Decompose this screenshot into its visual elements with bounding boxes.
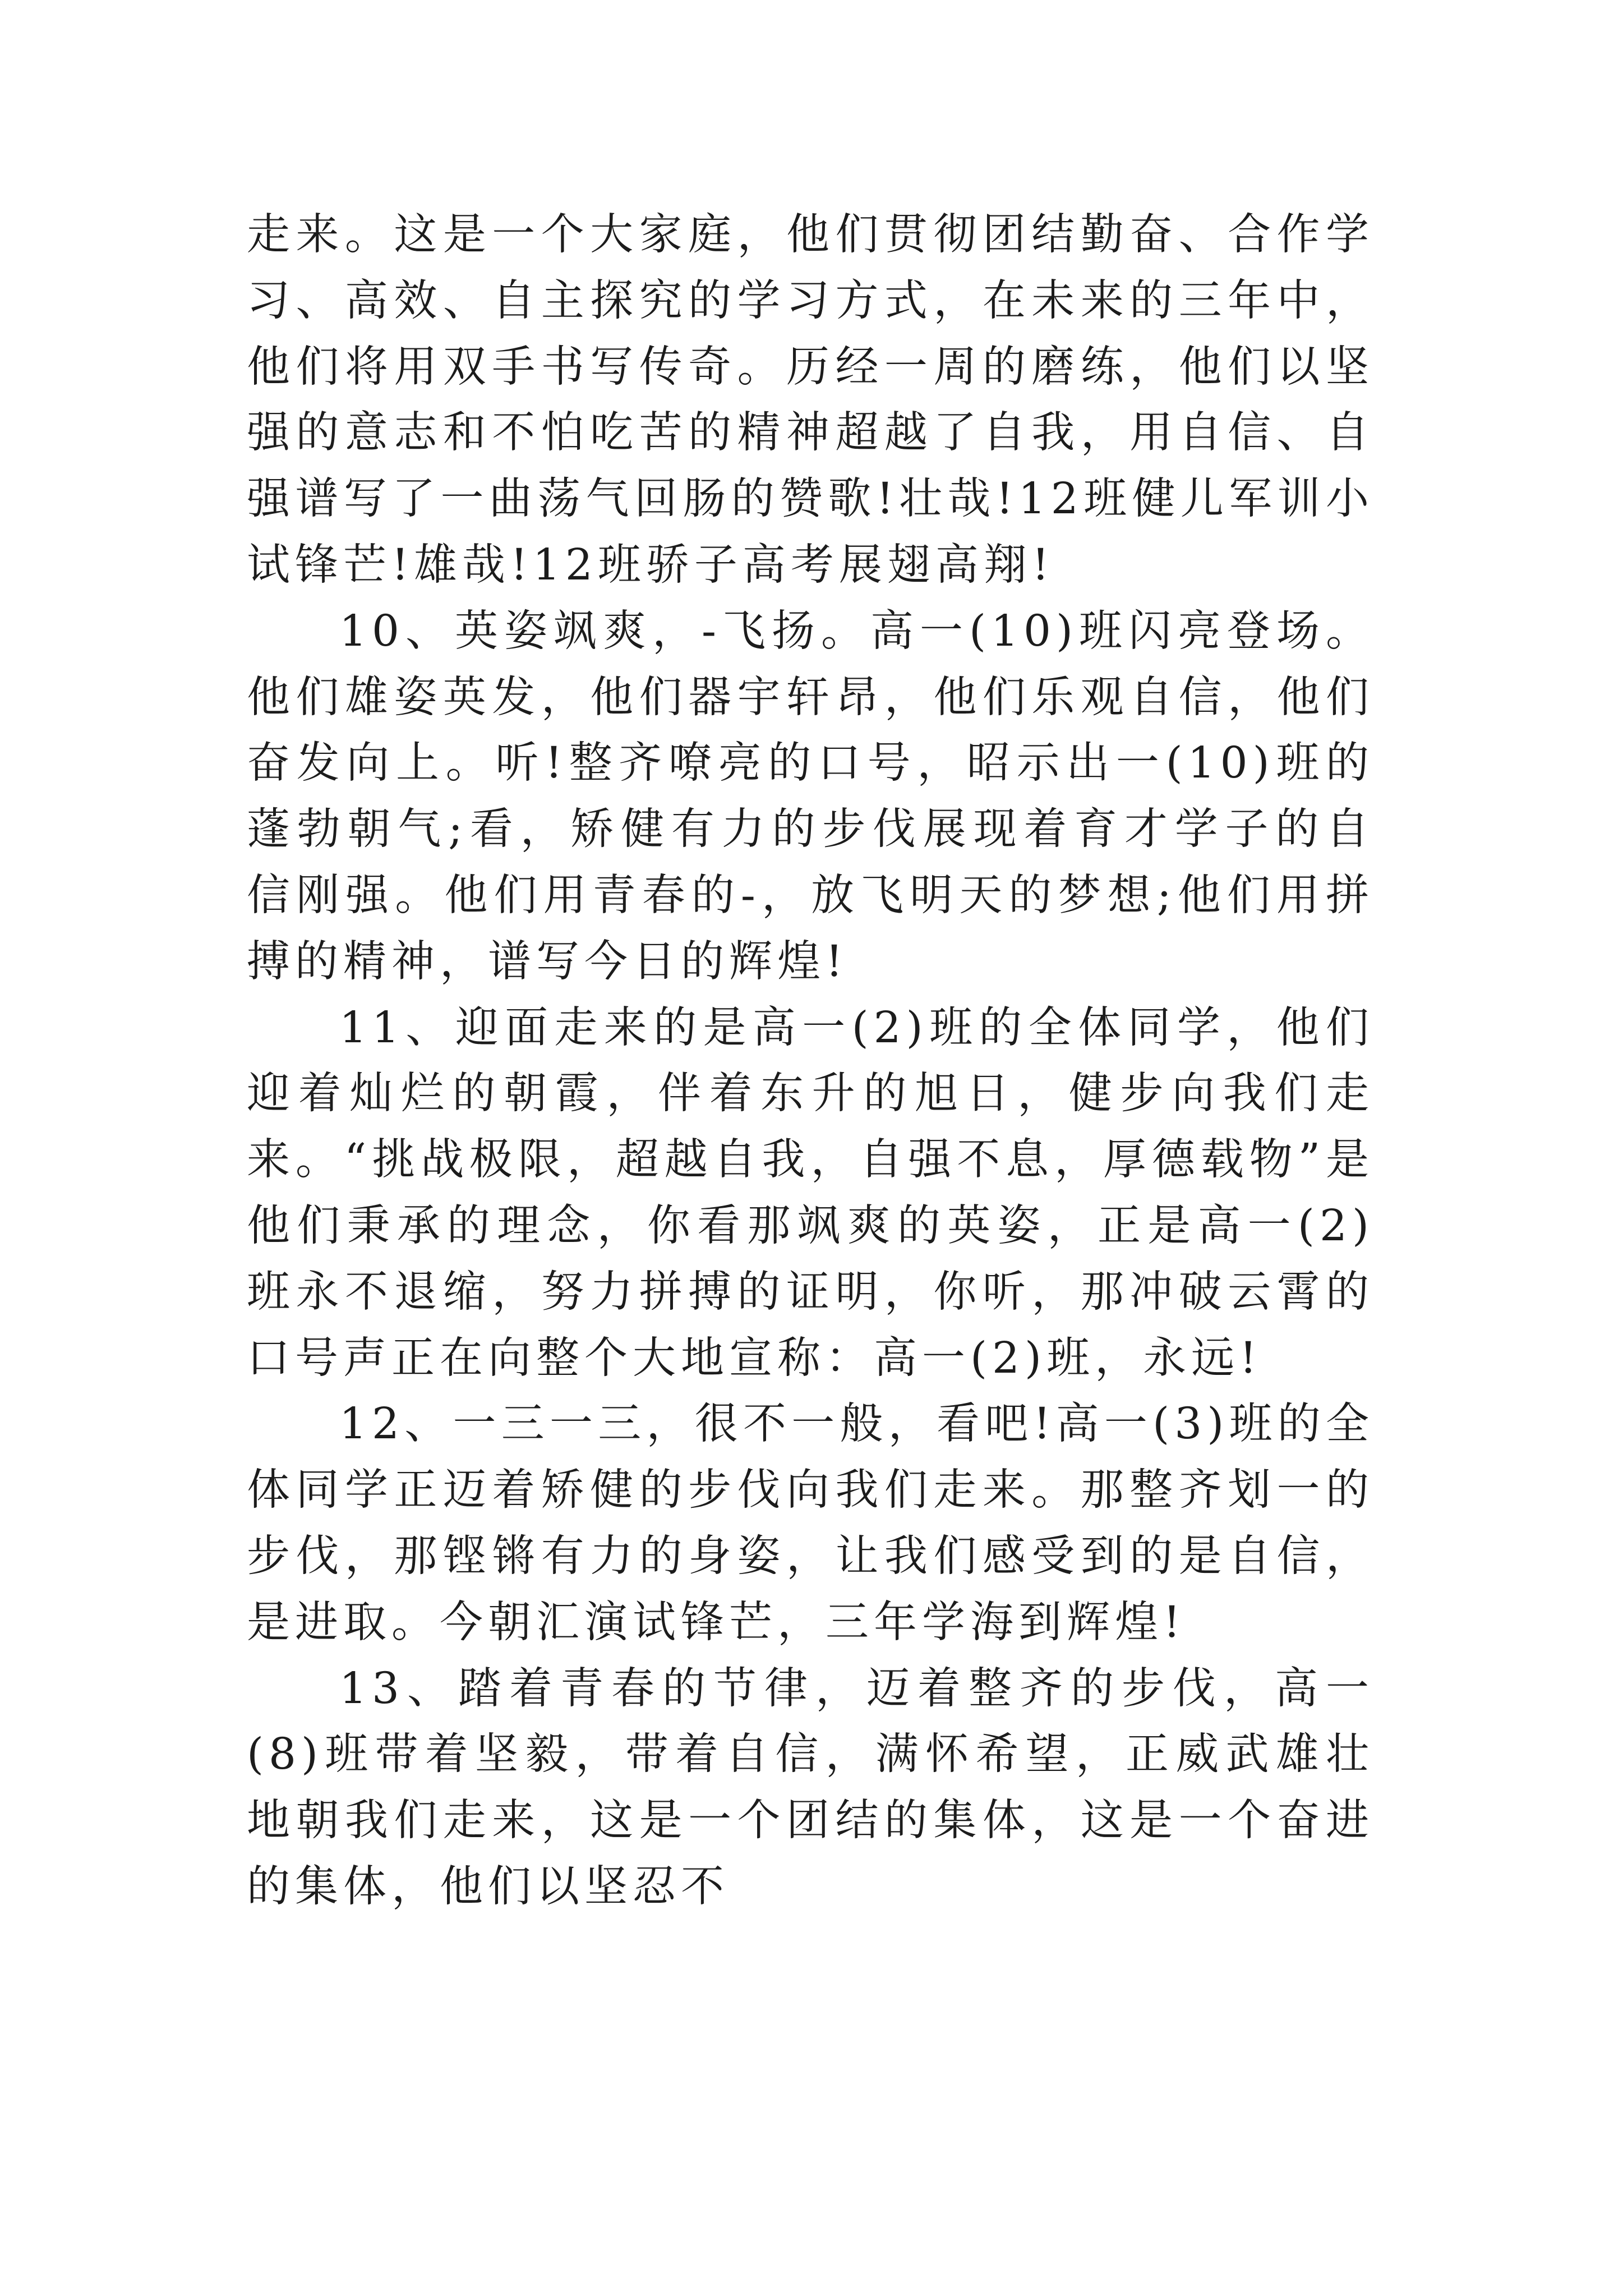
paragraph-item-11: 11、迎面走来的是高一(2)班的全体同学，他们迎着灿烂的朝霞，伴着东升的旭日，健步向我们走来。“挑战极限，超越自我，自强不息，厚德载物”是他们秉承的理念，你看那飒爽的英姿，正是高一(2)班永不退缩，努力拼搏的证明，你听，那冲破云霄的口号声正在向整个大地宣称：高一(2)班，永远! <box>247 1002 1374 1383</box>
paragraph-item-12: 12、一三一三，很不一般，看吧!高一(3)班的全体同学正迈着矫健的步伐向我们走来。那整齐划一的步伐，那铿锵有力的身姿，让我们感受到的是自信，是进取。今朝汇演试锋芒，三年学海到辉煌! <box>247 1399 1374 1648</box>
paragraph-item-10: 10、英姿飒爽，-飞扬。高一(10)班闪亮登场。他们雄姿英发，他们器宇轩昂，他们乐观自信，他们奋发向上。听!整齐嘹亮的口号，昭示出一(10)班的蓬勃朝气;看，矫健有力的步伐展现着育才学子的自信刚强。他们用青春的-，放飞明天的梦想;他们用拼搏的精神，谱写今日的辉煌! <box>247 606 1374 987</box>
paragraph-continued-class12: 走来。这是一个大家庭，他们贯彻团结勤奋、合作学习、高效、自主探究的学习方式，在未来的三年中，他们将用双手书写传奇。历经一周的磨练，他们以坚强的意志和不怕吃苦的精神超越了自我，用自信、自强谱写了一曲荡气回肠的赞歌!壮哉!12班健儿军训小试锋芒!雄哉!12班骄子高考展翅高翔! <box>247 210 1374 590</box>
document-body <box>247 202 1374 1920</box>
paragraph-item-13: 13、踏着青春的节律，迈着整齐的步伐，高一(8)班带着坚毅，带着自信，满怀希望，正威武雄壮地朝我们走来，这是一个团结的集体，这是一个奋进的集体，他们以坚忍不 <box>247 1663 1374 1912</box>
